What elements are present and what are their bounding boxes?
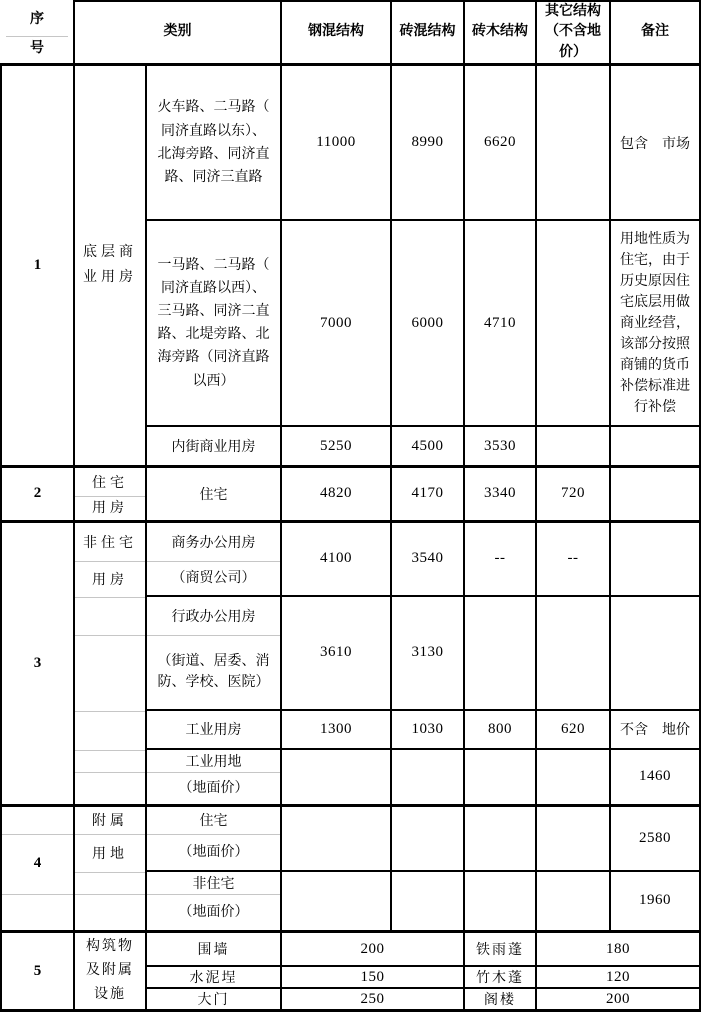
label-line: （街道、居委、消防、学校、医院） <box>157 654 270 691</box>
cell-s3-r1-other: -- <box>536 521 610 596</box>
cell-s3-r2-brick-concrete: 3130 <box>391 596 464 710</box>
cell-s1-group <box>74 64 146 466</box>
cell-s3-r2-brick-wood <box>464 596 536 710</box>
cell-s1-r1-label: 火车路、二马路（同济直路以东）、北海旁路、同济直路、同济三直路 <box>146 64 281 220</box>
cell-s1-r3-other <box>536 426 610 466</box>
cell-s3-r1-remark <box>610 521 700 596</box>
cell-s3-r2-steel: 3610 <box>281 596 391 710</box>
cell-s3-r1-steel: 4100 <box>281 521 391 596</box>
label-line: （地面价） <box>178 904 249 920</box>
cell-s5-r2-value-right: 120 <box>536 966 700 988</box>
cell-s5-r3-item-right: 阁楼 <box>464 988 536 1011</box>
cell-s5-r2-item-right: 竹木蓬 <box>464 966 536 988</box>
label-line: 非住宅 <box>192 876 235 892</box>
cell-s1-r3-brick-wood: 3530 <box>464 426 536 466</box>
label-line: （地面价） <box>178 780 249 796</box>
header-category: 类别 <box>74 1 281 64</box>
group-label-line: 用地 <box>92 846 128 862</box>
group-label-line: 住宅 <box>92 475 128 491</box>
cell-s3-r3-brick-wood: 800 <box>464 710 536 749</box>
cell-s1-no: 1 <box>1 64 74 466</box>
group-label-line: 业用房 <box>83 270 137 286</box>
row-s5-r1 <box>1 931 700 966</box>
row-s1-r1 <box>1 64 700 220</box>
cell-s3-r4-other <box>536 749 610 806</box>
cell-s3-r2-label <box>146 596 281 710</box>
cell-s5-r1-value-right: 180 <box>536 931 700 966</box>
cell-s5-r1-item-left: 围墙 <box>146 931 281 966</box>
cell-s2-group <box>74 466 146 521</box>
label-line: （商贸公司） <box>171 570 256 586</box>
cell-s2-remark <box>610 466 700 521</box>
header-serial-number <box>1 1 74 64</box>
cell-s3-r2-other <box>536 596 610 710</box>
cell-s1-r3-steel: 5250 <box>281 426 391 466</box>
group-label-line: 附属 <box>92 814 128 830</box>
cell-s4-r1-remark: 2580 <box>610 805 700 871</box>
cell-s5-r2-value-left: 150 <box>281 966 464 988</box>
cell-s1-r1-remark: 包含 市场 <box>610 64 700 220</box>
header-remark: 备注 <box>610 1 700 64</box>
cell-s1-r2-brick-concrete: 6000 <box>391 220 464 426</box>
row-s4-r1 <box>1 805 700 871</box>
cell-s3-r4-brick-concrete <box>391 749 464 806</box>
cell-s5-no: 5 <box>1 931 74 1011</box>
cell-s3-r3-brick-concrete: 1030 <box>391 710 464 749</box>
cell-s1-r2-label: 一马路、二马路（同济直路以西）、三马路、同济二直路、北堤旁路、北海旁路（同济直路以西） <box>146 220 281 426</box>
cell-s3-r1-brick-concrete: 3540 <box>391 521 464 596</box>
header-row <box>1 1 700 64</box>
label-line: 住宅 <box>199 814 228 830</box>
cell-s3-r3-label: 工业用房 <box>146 710 281 749</box>
header-steel-concrete: 钢混结构 <box>281 1 391 64</box>
label-line: 工业用地 <box>185 754 242 770</box>
row-s3-r1 <box>1 521 700 596</box>
group-label-line: 用房 <box>92 500 128 516</box>
cell-s1-r1-other <box>536 64 610 220</box>
cell-s3-r4-remark: 1460 <box>610 749 700 806</box>
cell-s1-r3-brick-concrete: 4500 <box>391 426 464 466</box>
cell-s3-r4-label <box>146 749 281 806</box>
row-s2 <box>1 466 700 521</box>
header-brick-wood: 砖木结构 <box>464 1 536 64</box>
cell-s4-r1-brick-concrete <box>391 805 464 871</box>
cell-s4-r2-steel <box>281 871 391 932</box>
cell-s4-r1-steel <box>281 805 391 871</box>
header-serial-line2: 号 <box>30 40 44 56</box>
group-label-line: 及附属 <box>86 963 134 979</box>
cell-s5-r3-item-left: 大门 <box>146 988 281 1011</box>
group-label-line: 设施 <box>94 987 126 1003</box>
cell-s1-r1-steel: 11000 <box>281 64 391 220</box>
label-line: （地面价） <box>178 844 249 860</box>
cell-s2-other: 720 <box>536 466 610 521</box>
header-serial-line1: 序 <box>30 12 44 28</box>
cell-s1-r1-brick-concrete: 8990 <box>391 64 464 220</box>
group-label-line: 底层商 <box>83 244 137 260</box>
cell-s2-brick-concrete: 4170 <box>391 466 464 521</box>
cell-s1-r3-remark <box>610 426 700 466</box>
cell-s3-r4-steel <box>281 749 391 806</box>
header-other-structure: 其它结构（不含地价） <box>536 1 610 64</box>
cell-s3-r3-remark: 不含 地价 <box>610 710 700 749</box>
cell-s4-no <box>1 805 74 931</box>
cell-s1-r2-brick-wood: 4710 <box>464 220 536 426</box>
header-brick-concrete: 砖混结构 <box>391 1 464 64</box>
cell-s3-r1-brick-wood: -- <box>464 521 536 596</box>
cell-s4-r2-label <box>146 871 281 932</box>
serial-number: 4 <box>33 855 42 872</box>
cell-s1-r2-steel: 7000 <box>281 220 391 426</box>
cell-s1-r2-other <box>536 220 610 426</box>
group-label-line: 构筑物 <box>86 939 134 955</box>
cell-s3-r3-other: 620 <box>536 710 610 749</box>
cell-s3-group <box>74 521 146 805</box>
cell-s3-r3-steel: 1300 <box>281 710 391 749</box>
cell-s2-no: 2 <box>1 466 74 521</box>
cell-s4-r2-remark: 1960 <box>610 871 700 932</box>
cell-s4-r2-other <box>536 871 610 932</box>
cell-s2-steel: 4820 <box>281 466 391 521</box>
cell-s5-group <box>74 931 146 1011</box>
cell-s5-r1-item-right: 铁雨蓬 <box>464 931 536 966</box>
group-label-line: 非住宅 <box>83 535 137 551</box>
cell-s5-r1-value-left: 200 <box>281 931 464 966</box>
cell-s5-r3-value-right: 200 <box>536 988 700 1011</box>
cell-s3-r2-remark <box>610 596 700 710</box>
cell-s1-r3-label: 内街商业用房 <box>146 426 281 466</box>
cell-s2-brick-wood: 3340 <box>464 466 536 521</box>
cell-s4-r1-brick-wood <box>464 805 536 871</box>
cell-s3-no: 3 <box>1 521 74 805</box>
cell-s1-r2-remark: 用地性质为住宅，由于历史原因住宅底层用做商业经营，该部分按照商铺的货币补偿标准进行补偿 <box>610 220 700 426</box>
label-line: 行政办公用房 <box>171 609 256 625</box>
cell-s4-r2-brick-wood <box>464 871 536 932</box>
cell-s1-r1-brick-wood: 6620 <box>464 64 536 220</box>
cell-s5-r2-item-left: 水泥埕 <box>146 966 281 988</box>
label-line: 商务办公用房 <box>171 535 256 551</box>
cell-s4-r1-label <box>146 805 281 871</box>
cell-s4-group <box>74 805 146 931</box>
cell-s3-r1-label <box>146 521 281 596</box>
cell-s3-r4-brick-wood <box>464 749 536 806</box>
cell-s5-r3-value-left: 250 <box>281 988 464 1011</box>
cell-s2-label: 住宅 <box>146 466 281 521</box>
group-label-line: 用房 <box>92 572 128 588</box>
cell-s4-r2-brick-concrete <box>391 871 464 932</box>
cell-s4-r1-other <box>536 805 610 871</box>
